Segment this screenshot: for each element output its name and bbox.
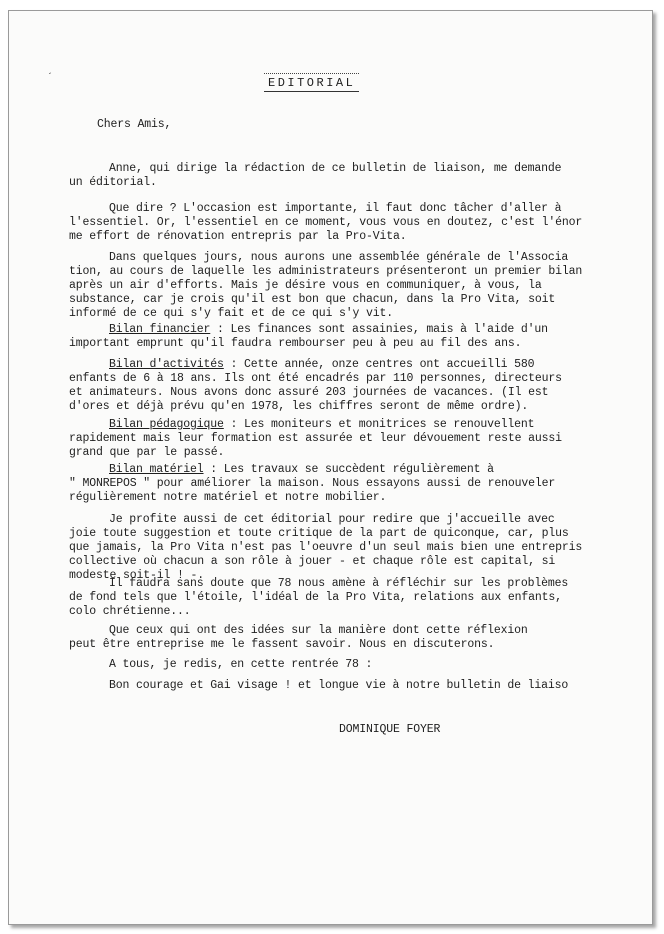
paragraph-line: l'essentiel. Or, l'essentiel en ce moment, vous vous en doutez, c'est l'énor (69, 216, 583, 229)
paragraph-line: après un air d'efforts. Mais je désire vous en communiquer, à vous, la (69, 279, 542, 292)
paragraph-line: informé de ce qui s'y fait et de ce qui s'y vit. (69, 307, 394, 320)
bilan-activites-line (109, 358, 534, 372)
bilan-activites-heading: Bilan d'activités (109, 358, 224, 371)
paragraph-line: joie toute suggestion et toute critique de la part de quiconque, car, plus (69, 527, 569, 540)
bilan-financier-text: : Les finances sont assainies, mais à l'aide d'un (210, 323, 548, 336)
paragraph-line: " MONREPOS " pour améliorer la maison. Nous essayons aussi de renouveler (69, 477, 556, 490)
document-title: EDITORIAL (264, 73, 359, 92)
paragraph-line: régulièrement notre matériel et notre mobilier. (69, 491, 387, 504)
stray-mark: ´ (47, 73, 54, 84)
paragraph-line: collective où chacun a son rôle à jouer - et chaque rôle est capital, si (69, 555, 556, 568)
title-block (264, 73, 359, 92)
paragraph-line: que jamais, la Pro Vita n'est pas l'oeuvre d'un seul mais bien une entrepris (69, 541, 583, 554)
paragraph-line: A tous, je redis, en cette rentrée 78 : (109, 658, 373, 671)
paragraph-line: important emprunt qu'il faudra rembourser peu à peu au fil des ans. (69, 337, 522, 350)
paragraph-line: Il faudra sans doute que 78 nous amène à réfléchir sur les problèmes (109, 577, 569, 590)
paragraph-line: peut être entreprise me le fassent savoir. Nous en discuterons. (69, 638, 495, 651)
bilan-pedagogique-text: : Les moniteurs et monitrices se renouvellent (223, 418, 535, 431)
paragraph-line: d'ores et déjà prévu qu'en 1978, les chiffres seront de même ordre). (69, 400, 529, 413)
paragraph-line: colo chrétienne... (69, 605, 191, 618)
document-page (8, 10, 653, 925)
bilan-activites-text: : Cette année, onze centres ont accueilli 580 (223, 358, 535, 371)
bilan-pedagogique-heading: Bilan pédagogique (109, 418, 224, 431)
paragraph-line: Je profite aussi de cet éditorial pour redire que j'accueille avec (109, 513, 555, 526)
paragraph-line: Bon courage et Gai visage ! et longue vie à notre bulletin de liaiso (109, 679, 569, 692)
paragraph-line: Anne, qui dirige la rédaction de ce bulletin de liaison, me demande (109, 162, 562, 175)
bilan-materiel-text: : Les travaux se succèdent régulièrement à (203, 463, 494, 476)
paragraph-line: Que dire ? L'occasion est importante, il faut donc tâcher d'aller à (109, 202, 562, 215)
paragraph-line: me effort de rénovation entrepris par la Pro-Vita. (69, 230, 407, 243)
paragraph-line: substance, car je crois qu'il est bon que chacun, dans la Pro Vita, soit (69, 293, 556, 306)
paragraph-line: enfants de 6 à 18 ans. Ils ont été encadrés par 110 personnes, directeurs (69, 372, 562, 385)
bilan-pedagogique-line (109, 418, 534, 432)
signature: DOMINIQUE FOYER (339, 723, 441, 736)
salutation: Chers Amis, (97, 118, 172, 131)
paragraph-line: rapidement mais leur formation est assurée et leur dévouement reste aussi (69, 432, 562, 445)
bilan-materiel-heading: Bilan matériel (109, 463, 204, 476)
paragraph-line: Que ceux qui ont des idées sur la manière dont cette réflexion (109, 624, 528, 637)
bilan-financier-line (109, 323, 548, 337)
paragraph-line: et animateurs. Nous avons donc assuré 203 journées de vacances. (Il est (69, 386, 549, 399)
paragraph-line: tion, au cours de laquelle les administrateurs présenteront un premier bilan (69, 265, 583, 278)
bilan-materiel-line (109, 463, 494, 477)
bilan-financier-heading: Bilan financier (109, 323, 211, 336)
paragraph-line: Dans quelques jours, nous aurons une assemblée générale de l'Associa (109, 251, 569, 264)
paragraph-line: grand que par le passé. (69, 446, 225, 459)
paragraph-line: de fond tels que l'étoile, l'idéal de la Pro Vita, relations aux enfants, (69, 591, 562, 604)
paragraph-line: modeste soit-il ! -. (69, 569, 205, 582)
paragraph-line: un éditorial. (69, 176, 157, 189)
